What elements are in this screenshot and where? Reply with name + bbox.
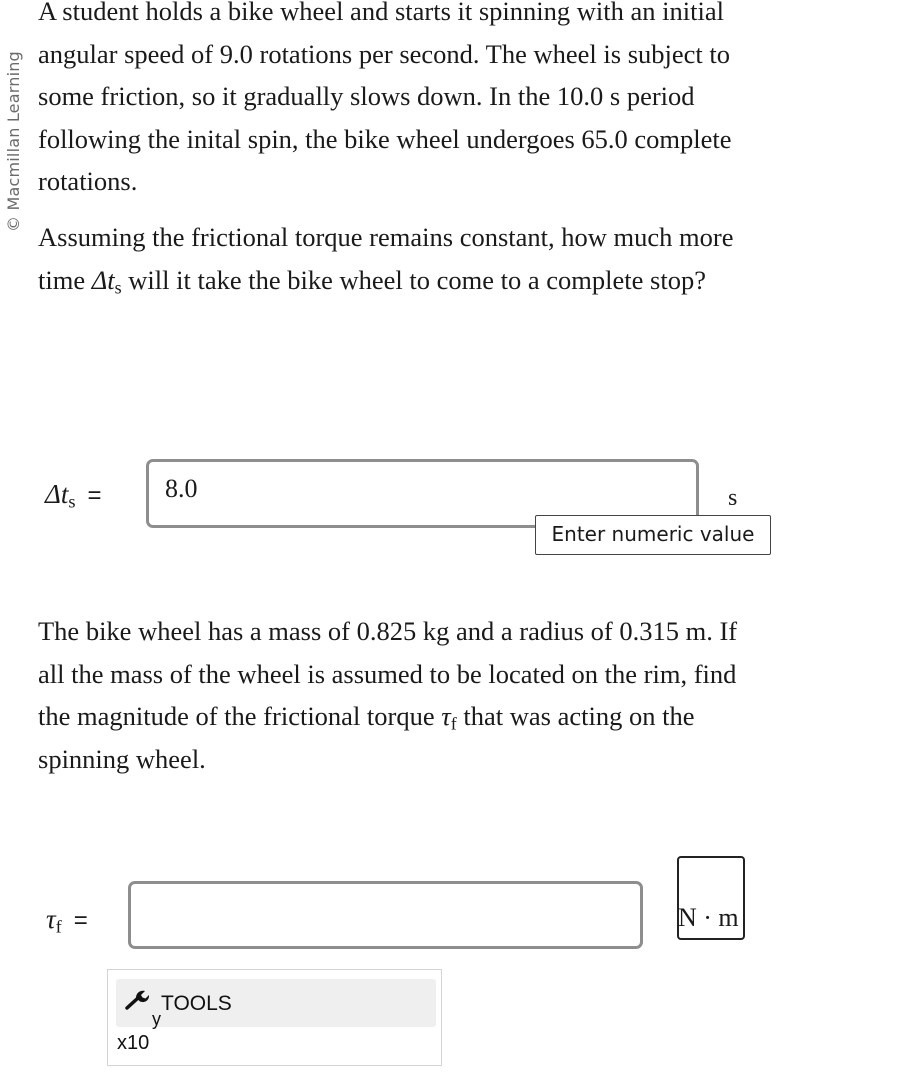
copyright-notice: © Macmillan Learning <box>4 51 23 232</box>
tools-label: TOOLS <box>161 992 232 1015</box>
question-1-after: will it take the bike wheel to come to a complete stop? <box>121 264 706 295</box>
answer-1-input[interactable] <box>165 474 665 504</box>
answer-1-symbol: Δt <box>45 479 69 509</box>
answer-2-symbol: τ <box>46 904 56 934</box>
enter-numeric-tooltip: Enter numeric value <box>535 515 771 555</box>
tools-button[interactable] <box>116 979 436 1027</box>
times-ten-button[interactable]: x10 <box>117 1032 150 1054</box>
tools-panel <box>107 969 442 1066</box>
answer-2-label <box>46 904 88 935</box>
wrench-icon <box>124 989 150 1011</box>
question-1-before: Assuming the frictional torque remains constant, how much more time <box>38 222 734 295</box>
question-2-symbol: τ <box>441 701 451 731</box>
question-2-text <box>38 610 768 780</box>
question-2-subscript: f <box>450 713 457 734</box>
answer-2-field[interactable] <box>128 881 643 949</box>
tools-subscript: y <box>152 1009 161 1029</box>
question-1-text <box>38 216 768 301</box>
question-1-subscript: s <box>114 277 122 297</box>
answer-2-unit: N · m <box>678 903 739 932</box>
problem-intro: A student holds a bike wheel and starts it spinning with an initial angular speed of 9.0 rotations per second. The wheel is subject to some friction, so it gradually slows down. In the 10.0 s period following the inital spin, the bike wheel undergoes 65.0 complete rotations. <box>38 0 732 196</box>
answer-1-label <box>45 479 102 510</box>
answer-1-subscript: s <box>68 491 76 512</box>
answer-2-input[interactable] <box>147 896 647 926</box>
answer-1-equals: = <box>87 482 102 509</box>
question-2-after: that was acting on the spinning wheel. <box>38 701 695 774</box>
answer-2-equals: = <box>73 907 88 934</box>
answer-2-subscript: f <box>55 916 62 937</box>
question-1-symbol: Δt <box>91 264 115 295</box>
answer-1-unit: s <box>728 485 738 511</box>
question-2-before: The bike wheel has a mass of 0.825 kg and a radius of 0.315 m. If all the mass of the wheel is assumed to be located on the rim, find the magnitude of the frictional torque <box>38 616 738 731</box>
